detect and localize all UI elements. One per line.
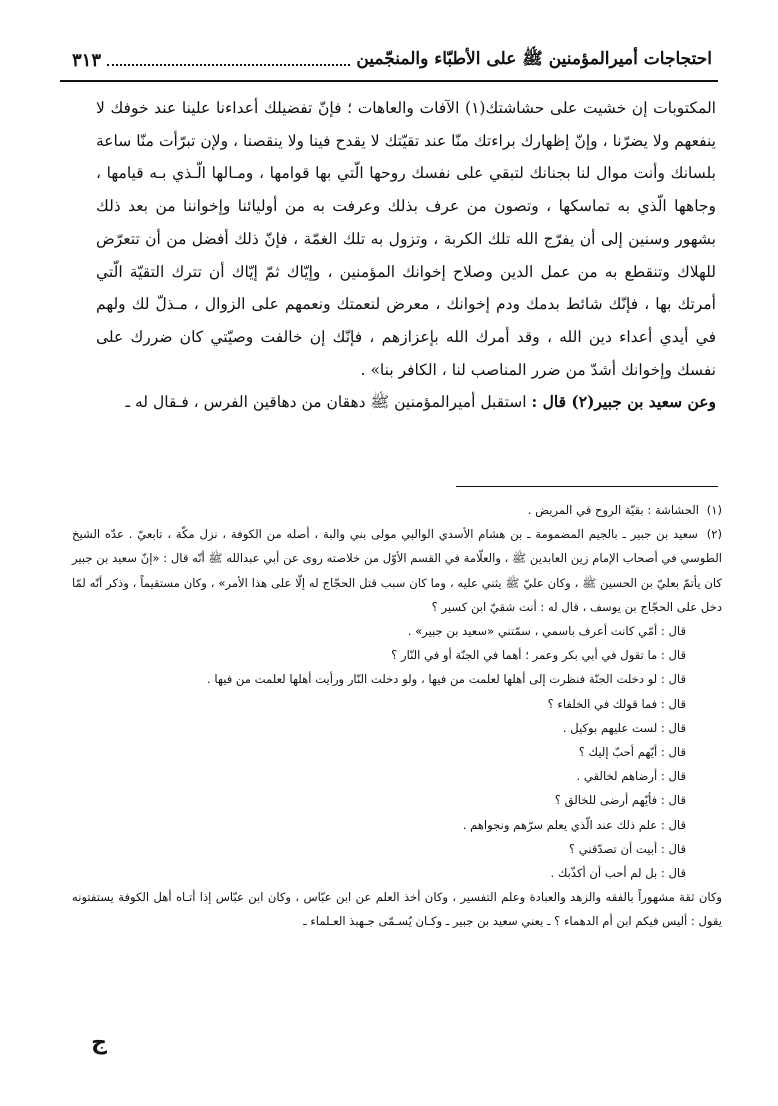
dialogue-line: قال : أبيت أن تصدّقني ؟ bbox=[568, 841, 686, 856]
dialogue-line: قال : علم ذلك عند الّذي يعلم سرّهم ونجواهم . bbox=[462, 817, 686, 832]
dialogue-line: قال : فما قولك في الخلفاء ؟ bbox=[547, 696, 686, 711]
footnote-1 bbox=[72, 498, 722, 522]
footnote-2-number: (٢) bbox=[706, 527, 722, 542]
header-rule bbox=[60, 80, 718, 82]
main-text bbox=[96, 92, 716, 419]
dialogue-line: قال : فأيّهم أرضى للخالق ؟ bbox=[554, 793, 686, 808]
continuation-mark: ج bbox=[91, 1030, 107, 1055]
paragraph-2 bbox=[96, 386, 716, 419]
dialogue-line: قال : لو دخلت الجنّة فنظرت إلى أهلها لعلمت من فيها ، ولو دخلت النّار ورأيت أهلها لعلمت من فيها . bbox=[206, 672, 686, 687]
running-header bbox=[72, 44, 712, 76]
dialogue-line: قال : أرضاهم لخالقي . bbox=[576, 769, 686, 784]
footnote-1-text: الحشاشة : بقيّة الروح في المريض . bbox=[527, 503, 700, 517]
footnote-1-number: (١) bbox=[706, 503, 722, 517]
paragraph-1: المكتوبات إن خشيت على حشاشتك(١) الآفات والعاهات ؛ فإنّ تفضيلك أعداءنا علينا عند خوفك لا ينفعهم ولا يضرّنا ، وإنّ إظهارك براءتك منّا عند تقيّتك لا يقدح فينا ولا ينقصنا ، ولإن تبرّأت منّا ساعة بلسانك وأنت موال لنا بجنانك لتبقي على نفسك روحها الّتي بها قوامها ، ومـالها الّـذي بـه قيامها ، وجاهها الّذي به تماسكها ، وتصون من عرف بذلك وعرفت به من أوليائنا وإخواننا من بعد ذلك بشهور وسنين إلى أن يفرّج الله تلك الكربة ، وتزول به تلك الغمّة ، فإنّ ذلك أفضل من أن تتعرّض للهلاك وتنقطع به من عمل الدين وصلاح إخوانك المؤمنين ، وإيّاك ثمّ إيّاك أن تترك التقيّة الّتي أمرتك بها ، فإنّك شائط بدمك ودم إخوانك ، معرض لنعمتك ونعمهم على الزوال ، مـذلّ لك ولهم في أيدي أعداء دين الله ، وقد أمرك الله بإعزازهم ، فإنّك إن خالفت وصيّتي كان ضررك على نفسك وإخوانك أشدّ من ضرر المناصب لنا ، الكافر بنا» . bbox=[96, 99, 716, 379]
footnote-2-tail: وكان ثقة مشهوراً بالفقه والزهد والعبادة وعلم التفسير ، وكان أخذ العلم عن ابن عبّاس ، وكان ابن عبّاس إذا أتـاه أهل الكوفة يستفتونه يقول : أليس فيكم ابن أم الدهماء ؟ ـ يعني سعيد بن جبير ـ وكـان يُسـمّى جـهبذ العـلماء ـ bbox=[72, 890, 722, 929]
paragraph-2-lead: وعن سعيد بن جبير(٢) قال : bbox=[531, 392, 716, 412]
dialogue-line: قال : لست عليهم بوكيل . bbox=[562, 720, 686, 735]
dialogue-line: قال : أمّي كانت أعرف باسمي ، سمّتني «سعيد بن جبير» . bbox=[407, 624, 686, 639]
footnote-2 bbox=[72, 522, 722, 619]
footnote-rule bbox=[456, 486, 718, 487]
dialogue-line: قال : ما تقول في أبي بكر وعمر ؛ أهما في الجنّة أو في النّار ؟ bbox=[391, 648, 686, 663]
dialogue-line: قال : أيّهم أحبّ إليك ؟ bbox=[578, 745, 686, 760]
paragraph-2-rest: استقبل أميرالمؤمنين ﷺ دهقان من دهاقين الفرس ، فـقال له ـ bbox=[125, 393, 532, 412]
page-number: ٣١٣ bbox=[72, 49, 102, 71]
header-leader-dots bbox=[107, 54, 350, 66]
dialogue-line: قال : بل لم أحب أن أكذّبك . bbox=[550, 866, 686, 881]
footnote-2-text: سعيد بن جبير ـ بالجيم المضمومة ـ بن هشام الأسدي الوالبي مولى بني والبة ، أصله من الكوفة ، نزل مكّة ، تابعيّ . عدّه الشيخ الطوسي في أصحاب الإمام زين العابدين ﷺ ، والعلّامة في القسم الأوّل من خلاصته روى عن أبي عبدالله ﷺ أنّه قال : «إنّ سعيد بن جبير كان يأتمّ بعليّ بن الحسين ﷺ ، وكان عليّ ﷺ يثني عليه ، وما كان سبب قتل الحجّاج له إلّا على هذا الأمر» ، وكان مستقيماً ، وذكر أنّه لمّا دخل على الحجّاج بن يوسف ، قال له : أنت شقيّ ابن كسير ؟ bbox=[72, 527, 722, 614]
header-title: احتجاجات أميرالمؤمنين ﷺ على الأطبّاء والمنجّمين bbox=[356, 48, 712, 69]
footnotes bbox=[72, 498, 722, 934]
